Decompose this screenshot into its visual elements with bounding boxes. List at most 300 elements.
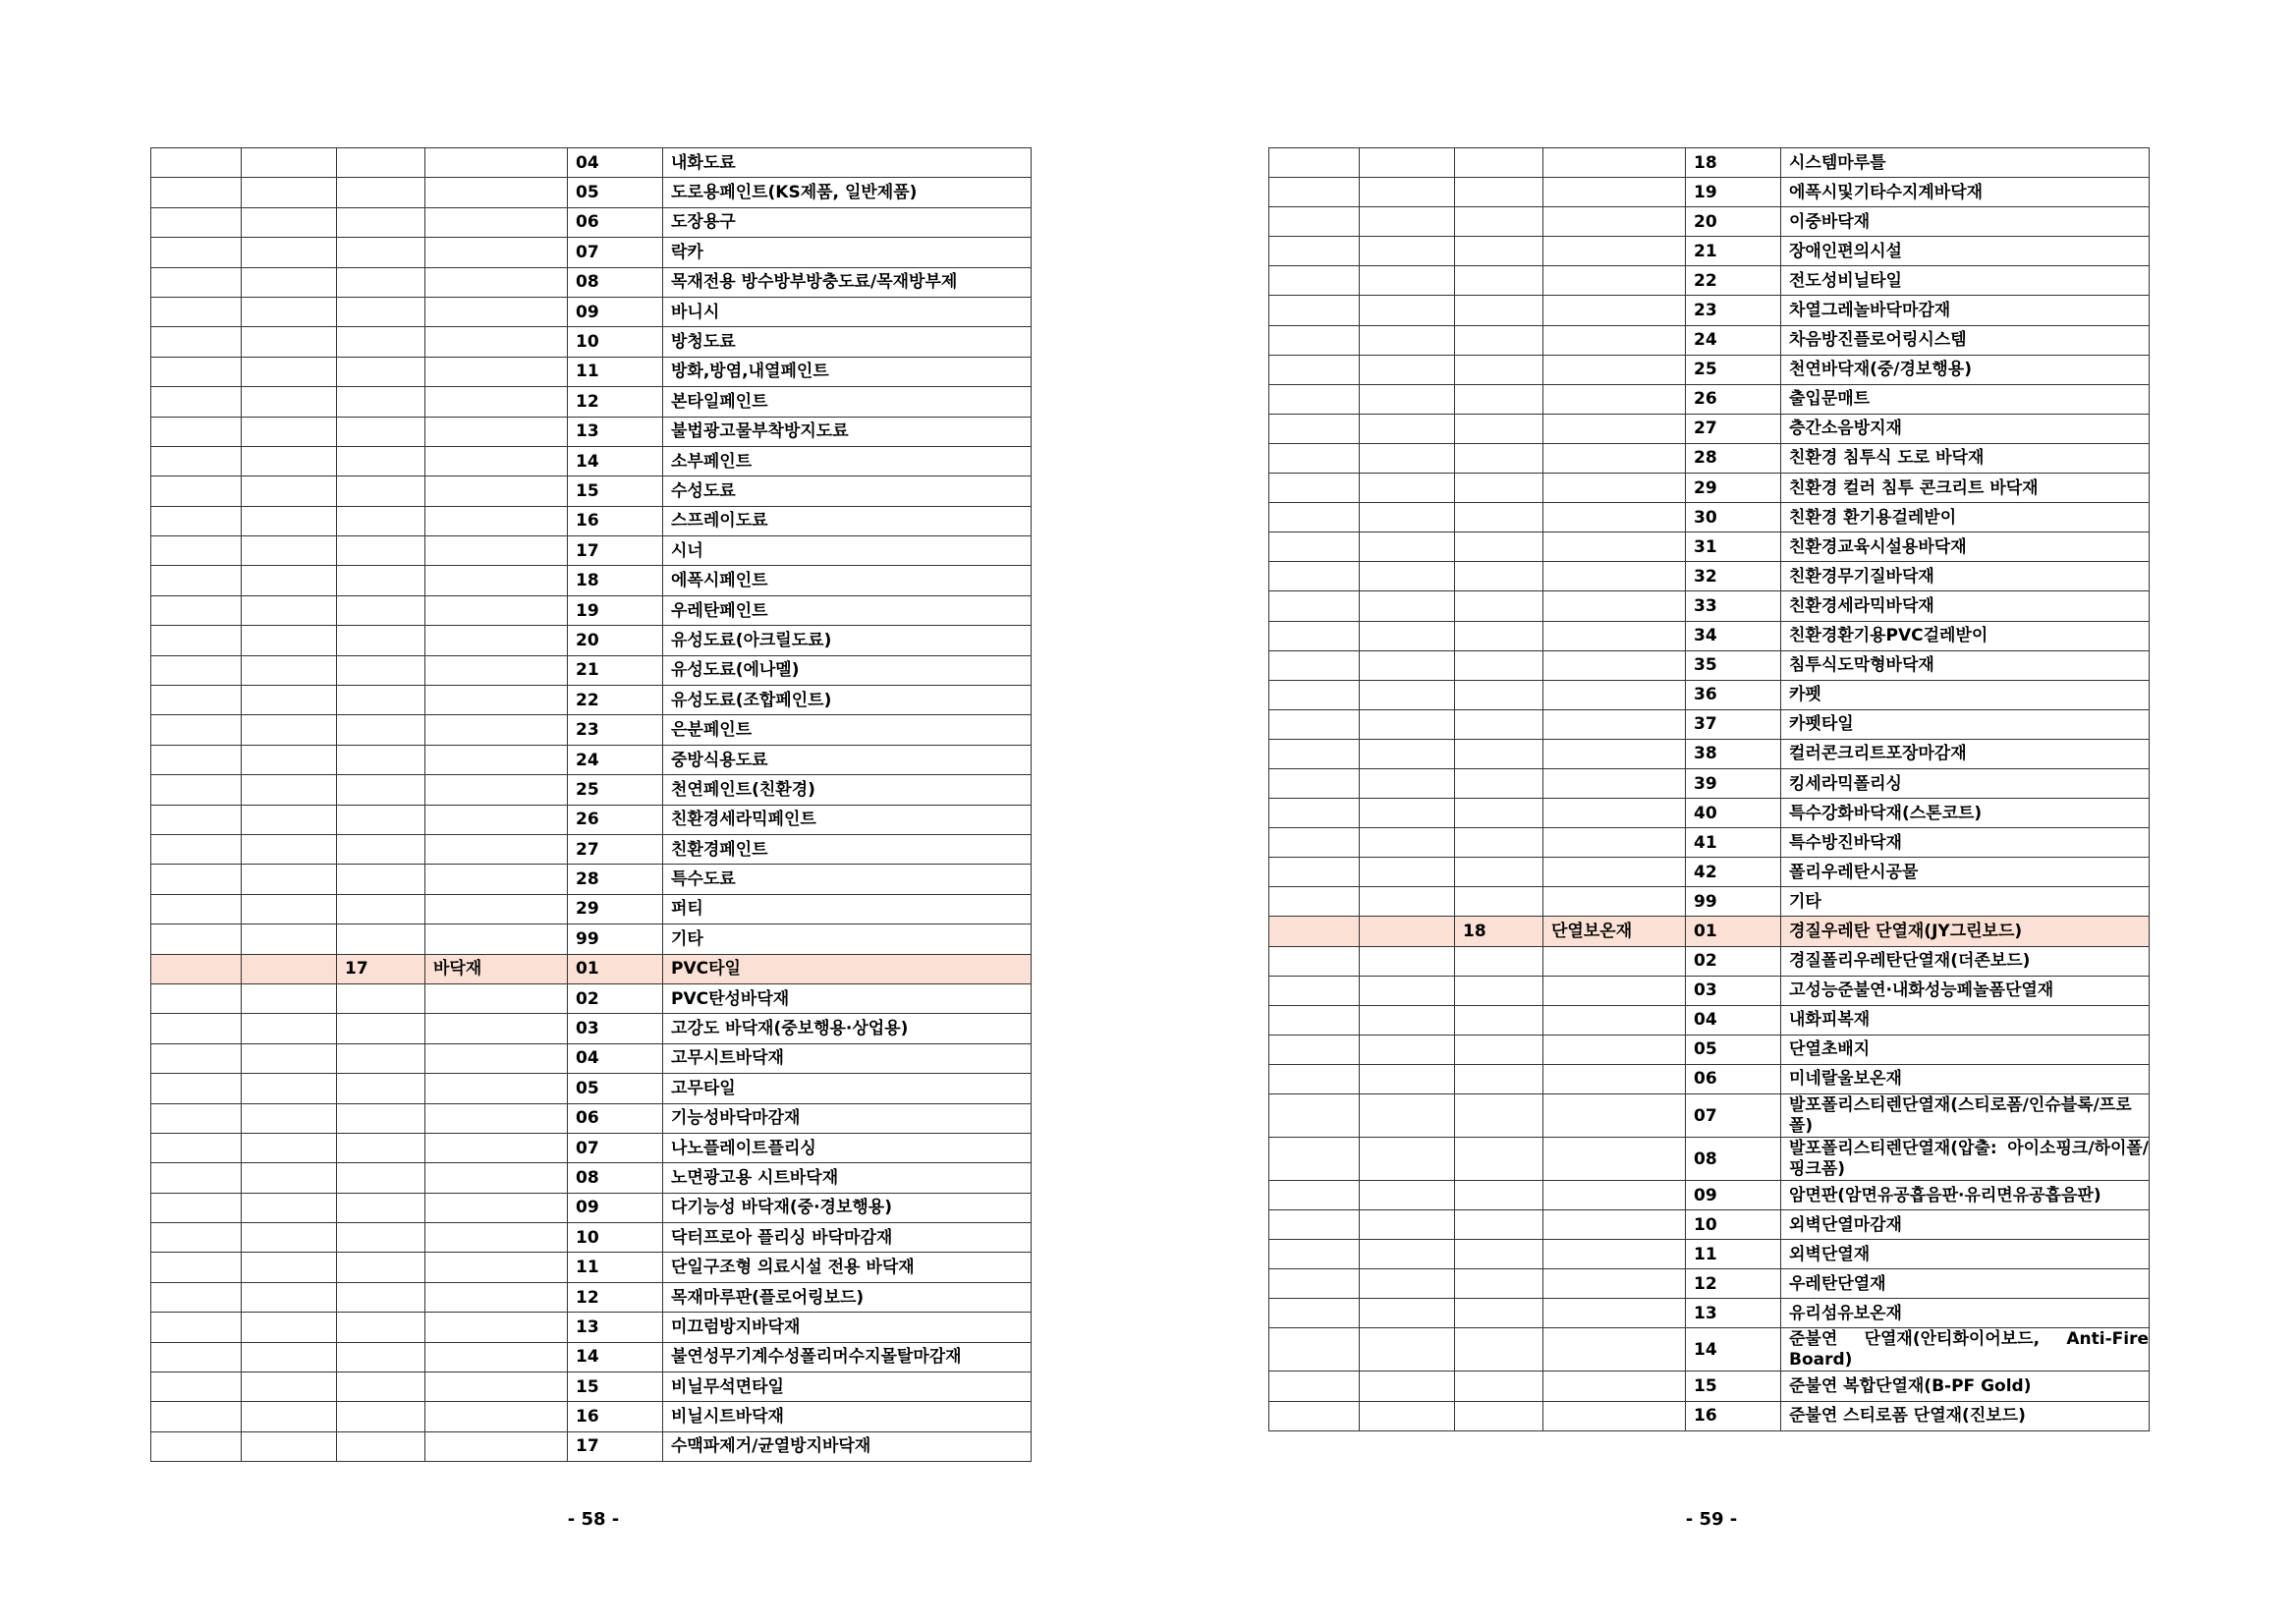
category-name-cell <box>425 1014 568 1043</box>
table-row <box>151 1253 1032 1282</box>
cell-blank-1 <box>1269 768 1360 798</box>
table-row <box>151 715 1032 745</box>
item-name-cell: 도로용페인트(KS제품, 일반제품) <box>663 178 1032 207</box>
item-name-cell: 미네랄울보온재 <box>1781 1064 2150 1093</box>
item-name-cell: 닥터프로아 플리싱 바닥마감재 <box>663 1223 1032 1253</box>
item-code-cell: 22 <box>568 686 663 715</box>
category-number-cell <box>1455 266 1543 296</box>
table-row <box>1269 976 2150 1005</box>
item-code-cell: 16 <box>568 506 663 535</box>
item-name-cell: 고강도 바닥재(중보행용·상업용) <box>663 1014 1032 1043</box>
cell-blank-1 <box>151 626 242 655</box>
category-name-cell <box>1543 1240 1686 1269</box>
cell-blank-2 <box>1360 917 1455 946</box>
cell-blank-2 <box>1360 178 1455 207</box>
cell-blank-1 <box>151 1163 242 1193</box>
cell-blank-1 <box>1269 237 1360 266</box>
category-name-cell <box>425 686 568 715</box>
cell-blank-2 <box>242 983 337 1013</box>
cell-blank-1 <box>1269 591 1360 621</box>
item-code-cell: 24 <box>1686 325 1781 355</box>
category-name-cell <box>425 1074 568 1103</box>
right-page-table <box>1268 147 2149 1431</box>
table-row <box>151 387 1032 417</box>
cell-blank-2 <box>242 178 337 207</box>
category-name-cell <box>425 327 568 357</box>
category-number-cell <box>337 207 425 237</box>
category-name-cell <box>425 446 568 476</box>
cell-blank-2 <box>1360 355 1455 384</box>
item-name-cell: 시스템마루틀 <box>1781 148 2150 178</box>
category-name-cell <box>1543 266 1686 296</box>
category-number-cell <box>1455 532 1543 562</box>
cell-blank-1 <box>1269 266 1360 296</box>
cell-blank-1 <box>1269 355 1360 384</box>
cell-blank-2 <box>1360 858 1455 887</box>
item-name-cell: 경질우레탄 단열재(JY그린보드) <box>1781 917 2150 946</box>
item-name-cell: 외벽단열마감재 <box>1781 1210 2150 1240</box>
table-row <box>1269 503 2150 532</box>
cell-blank-2 <box>242 626 337 655</box>
category-number-cell <box>1455 503 1543 532</box>
item-name-cell: 장애인편의시설 <box>1781 237 2150 266</box>
table-row <box>1269 562 2150 591</box>
cell-blank-2 <box>1360 1210 1455 1240</box>
item-name-cell: 친환경페인트 <box>663 834 1032 864</box>
category-name-cell <box>425 595 568 625</box>
cell-blank-1 <box>1269 828 1360 858</box>
item-code-cell: 07 <box>568 1133 663 1162</box>
cell-blank-1 <box>1269 1401 1360 1430</box>
item-code-cell: 01 <box>1686 917 1781 946</box>
item-code-cell: 26 <box>568 805 663 834</box>
cell-blank-2 <box>1360 1269 1455 1299</box>
item-code-cell: 13 <box>1686 1299 1781 1328</box>
cell-blank-1 <box>151 655 242 685</box>
category-name-cell <box>1543 178 1686 207</box>
cell-blank-2 <box>1360 709 1455 739</box>
table-row <box>1269 768 2150 798</box>
cell-blank-2 <box>242 1282 337 1312</box>
cell-blank-2 <box>242 536 337 566</box>
item-code-cell: 14 <box>568 1342 663 1372</box>
table-row <box>1269 1299 2150 1328</box>
cell-blank-1 <box>151 1313 242 1342</box>
item-name-cell: 기능성바닥마감재 <box>663 1103 1032 1133</box>
cell-blank-2 <box>1360 1138 1455 1181</box>
category-name-cell <box>425 655 568 685</box>
item-code-cell: 24 <box>568 745 663 774</box>
cell-blank-2 <box>1360 1240 1455 1269</box>
cell-blank-1 <box>1269 296 1360 325</box>
table-row <box>1269 1035 2150 1064</box>
item-code-cell: 30 <box>1686 503 1781 532</box>
table-row <box>151 417 1032 446</box>
category-number-cell <box>337 1372 425 1402</box>
cell-blank-2 <box>1360 591 1455 621</box>
item-code-cell: 42 <box>1686 858 1781 887</box>
cell-blank-2 <box>242 1043 337 1073</box>
item-code-cell: 05 <box>568 178 663 207</box>
cell-blank-1 <box>1269 680 1360 709</box>
item-code-cell: 25 <box>568 775 663 805</box>
table-row <box>1269 148 2150 178</box>
cell-blank-2 <box>242 238 337 267</box>
item-code-cell: 04 <box>568 148 663 178</box>
item-name-cell: PVC타일 <box>663 954 1032 983</box>
item-name-cell: 외벽단열재 <box>1781 1240 2150 1269</box>
table-row <box>1269 1401 2150 1430</box>
cell-blank-2 <box>1360 1005 1455 1035</box>
category-number-cell <box>1455 1299 1543 1328</box>
category-name-cell <box>1543 148 1686 178</box>
category-number-cell <box>1455 858 1543 887</box>
category-name-cell <box>1543 709 1686 739</box>
category-name-cell <box>1543 858 1686 887</box>
cell-blank-2 <box>1360 237 1455 266</box>
item-name-cell: 고무시트바닥재 <box>663 1043 1032 1073</box>
table-row <box>1269 325 2150 355</box>
table-row <box>1269 532 2150 562</box>
category-name-cell <box>425 1372 568 1402</box>
category-number-cell <box>337 178 425 207</box>
category-number-cell <box>1455 1035 1543 1064</box>
category-number-cell <box>1455 178 1543 207</box>
table-row <box>151 238 1032 267</box>
cell-blank-1 <box>151 1431 242 1461</box>
category-number-cell <box>1455 1094 1543 1138</box>
cell-blank-1 <box>151 357 242 386</box>
table-row <box>151 327 1032 357</box>
category-number-cell <box>337 327 425 357</box>
table-row <box>151 686 1032 715</box>
category-name-cell <box>1543 1210 1686 1240</box>
cell-blank-1 <box>151 775 242 805</box>
category-name-cell <box>1543 976 1686 1005</box>
category-number-cell <box>337 1133 425 1162</box>
cell-blank-1 <box>151 686 242 715</box>
item-name-cell: 차열그레놀바닥마감재 <box>1781 296 2150 325</box>
cell-blank-1 <box>151 387 242 417</box>
item-name-cell: 고성능준불연·내화성능페놀폼단열재 <box>1781 976 2150 1005</box>
category-number-cell <box>1455 709 1543 739</box>
item-code-cell: 12 <box>568 387 663 417</box>
cell-blank-2 <box>1360 207 1455 237</box>
category-number-cell <box>1455 325 1543 355</box>
cell-blank-1 <box>151 954 242 983</box>
cell-blank-2 <box>242 834 337 864</box>
item-code-cell: 18 <box>1686 148 1781 178</box>
item-name-cell: 본타일페인트 <box>663 387 1032 417</box>
item-name-cell: 이중바닥재 <box>1781 207 2150 237</box>
category-name-cell <box>1543 1005 1686 1035</box>
table-row <box>151 834 1032 864</box>
item-name-cell: 기타 <box>663 924 1032 954</box>
category-name-cell <box>425 626 568 655</box>
table-row <box>151 1223 1032 1253</box>
table-row <box>1269 917 2150 946</box>
category-number-cell <box>1455 562 1543 591</box>
cell-blank-2 <box>1360 266 1455 296</box>
cell-blank-1 <box>151 1193 242 1222</box>
item-name-cell: 우레탄단열재 <box>1781 1269 2150 1299</box>
item-name-cell: 친환경무기질바닥재 <box>1781 562 2150 591</box>
item-name-cell: 천연바닥재(중/경보행용) <box>1781 355 2150 384</box>
category-number-cell <box>337 924 425 954</box>
item-name-cell: 내화피복재 <box>1781 1005 2150 1035</box>
cell-blank-1 <box>151 207 242 237</box>
category-name-cell <box>1543 768 1686 798</box>
item-code-cell: 36 <box>1686 680 1781 709</box>
table-row <box>1269 474 2150 503</box>
item-code-cell: 17 <box>568 536 663 566</box>
item-name-cell: 킹세라믹폴리싱 <box>1781 768 2150 798</box>
category-name-cell <box>1543 384 1686 414</box>
item-name-cell: 불법광고물부착방지도료 <box>663 417 1032 446</box>
category-number-cell <box>1455 1064 1543 1093</box>
item-code-cell: 34 <box>1686 621 1781 650</box>
cell-blank-2 <box>242 297 337 326</box>
cell-blank-1 <box>151 1342 242 1372</box>
category-name-cell <box>425 1043 568 1073</box>
item-code-cell: 02 <box>1686 946 1781 976</box>
category-name-cell <box>425 775 568 805</box>
item-code-cell: 05 <box>1686 1035 1781 1064</box>
cell-blank-1 <box>151 267 242 297</box>
cell-blank-1 <box>151 834 242 864</box>
category-number-cell <box>1455 207 1543 237</box>
item-name-cell: 친환경 컬러 침투 콘크리트 바닥재 <box>1781 474 2150 503</box>
item-code-cell: 01 <box>568 954 663 983</box>
category-name-cell: 바닥재 <box>425 954 568 983</box>
category-number-cell <box>1455 1210 1543 1240</box>
item-code-cell: 29 <box>568 894 663 924</box>
category-name-cell <box>425 1163 568 1193</box>
category-number-cell <box>337 626 425 655</box>
cell-blank-2 <box>242 1372 337 1402</box>
item-code-cell: 09 <box>568 1193 663 1222</box>
category-name-cell <box>1543 443 1686 473</box>
category-number-cell: 18 <box>1455 917 1543 946</box>
table-row <box>151 655 1032 685</box>
item-code-cell: 06 <box>568 1103 663 1133</box>
cell-blank-2 <box>242 1402 337 1431</box>
category-number-cell <box>1455 414 1543 443</box>
category-name-cell <box>425 1253 568 1282</box>
table-row <box>1269 709 2150 739</box>
item-name-cell: 퍼티 <box>663 894 1032 924</box>
cell-blank-2 <box>1360 296 1455 325</box>
table-row <box>151 1282 1032 1312</box>
category-number-cell <box>337 1313 425 1342</box>
table-row <box>151 924 1032 954</box>
cell-blank-2 <box>242 595 337 625</box>
category-name-cell <box>425 178 568 207</box>
category-name-cell <box>1543 296 1686 325</box>
item-name-cell: 중방식용도료 <box>663 745 1032 774</box>
item-name-cell: 우레탄페인트 <box>663 595 1032 625</box>
table-row <box>151 566 1032 595</box>
item-code-cell: 17 <box>568 1431 663 1461</box>
cell-blank-1 <box>1269 1005 1360 1035</box>
table-row <box>151 865 1032 894</box>
cell-blank-2 <box>1360 768 1455 798</box>
category-name-cell <box>1543 1269 1686 1299</box>
item-code-cell: 12 <box>1686 1269 1781 1299</box>
cell-blank-2 <box>1360 828 1455 858</box>
cell-blank-2 <box>242 894 337 924</box>
category-number-cell <box>337 1402 425 1431</box>
category-number-cell <box>337 446 425 476</box>
cell-blank-2 <box>242 1342 337 1372</box>
item-name-cell: 미끄럼방지바닥재 <box>663 1313 1032 1342</box>
table-row <box>1269 739 2150 768</box>
category-number-cell <box>1455 1401 1543 1430</box>
table-row <box>1269 384 2150 414</box>
cell-blank-2 <box>242 954 337 983</box>
item-name-cell: 고무타일 <box>663 1074 1032 1103</box>
category-number-cell <box>337 1043 425 1073</box>
item-name-cell: 카펫 <box>1781 680 2150 709</box>
cell-blank-2 <box>1360 562 1455 591</box>
item-code-cell: 27 <box>568 834 663 864</box>
table-row <box>151 894 1032 924</box>
category-name-cell <box>425 238 568 267</box>
table-row <box>151 207 1032 237</box>
cell-blank-2 <box>1360 1035 1455 1064</box>
item-name-cell: 친환경 환기용걸레받이 <box>1781 503 2150 532</box>
cell-blank-2 <box>242 387 337 417</box>
category-name-cell <box>425 1431 568 1461</box>
cell-blank-1 <box>151 1253 242 1282</box>
item-code-cell: 09 <box>1686 1181 1781 1210</box>
category-number-cell <box>1455 768 1543 798</box>
category-number-cell <box>1455 650 1543 680</box>
item-code-cell: 28 <box>568 865 663 894</box>
category-name-cell <box>1543 1372 1686 1401</box>
item-code-cell: 04 <box>568 1043 663 1073</box>
cell-blank-2 <box>1360 739 1455 768</box>
item-code-cell: 14 <box>1686 1328 1781 1372</box>
cell-blank-1 <box>151 506 242 535</box>
cell-blank-1 <box>1269 325 1360 355</box>
cell-blank-1 <box>151 1103 242 1133</box>
table-row <box>151 1103 1032 1133</box>
item-name-cell: 에폭시및기타수지계바닥재 <box>1781 178 2150 207</box>
category-number-cell <box>337 834 425 864</box>
cell-blank-2 <box>242 655 337 685</box>
item-name-cell: 방청도료 <box>663 327 1032 357</box>
item-name-cell: 내화도료 <box>663 148 1032 178</box>
table-row <box>151 1431 1032 1461</box>
item-name-cell: 준불연 복합단열재(B-PF Gold) <box>1781 1372 2150 1401</box>
category-name-cell <box>425 745 568 774</box>
item-name-cell: 전도성비닐타일 <box>1781 266 2150 296</box>
category-number-cell <box>1455 1005 1543 1035</box>
item-code-cell: 37 <box>1686 709 1781 739</box>
cell-blank-2 <box>242 1103 337 1133</box>
cell-blank-1 <box>1269 887 1360 917</box>
item-name-cell: 경질폴리우레탄단열재(더존보드) <box>1781 946 2150 976</box>
cell-blank-1 <box>1269 858 1360 887</box>
category-name-cell <box>1543 532 1686 562</box>
item-name-cell: 에폭시페인트 <box>663 566 1032 595</box>
cell-blank-1 <box>1269 148 1360 178</box>
item-code-cell: 10 <box>568 327 663 357</box>
category-number-cell <box>337 1253 425 1282</box>
cell-blank-1 <box>151 476 242 506</box>
cell-blank-2 <box>242 1014 337 1043</box>
cell-blank-2 <box>242 566 337 595</box>
category-name-cell <box>1543 1035 1686 1064</box>
cell-blank-2 <box>1360 976 1455 1005</box>
cell-blank-2 <box>1360 650 1455 680</box>
cell-blank-2 <box>1360 1064 1455 1093</box>
page-number: - 59 - <box>1685 1509 1738 1530</box>
category-name-cell <box>1543 1064 1686 1093</box>
category-number-cell <box>1455 237 1543 266</box>
table-row <box>1269 946 2150 976</box>
cell-blank-1 <box>1269 1181 1360 1210</box>
item-name-cell: 발포폴리스티렌단열재(압출: 아이소핑크/하이폴/핑크폼) <box>1781 1138 2150 1181</box>
table-row <box>151 357 1032 386</box>
item-code-cell: 99 <box>1686 887 1781 917</box>
item-name-cell: 층간소음방지재 <box>1781 414 2150 443</box>
table-row <box>1269 1138 2150 1181</box>
category-number-cell <box>337 476 425 506</box>
table-row <box>151 1133 1032 1162</box>
cell-blank-1 <box>151 1133 242 1162</box>
category-name-cell <box>1543 591 1686 621</box>
category-number-cell <box>1455 680 1543 709</box>
category-name-cell <box>425 1282 568 1312</box>
item-name-cell: 나노플레이트플리싱 <box>663 1133 1032 1162</box>
item-code-cell: 15 <box>568 476 663 506</box>
item-name-cell: 암면판(암면유공흡음판·유리면유공흡음판) <box>1781 1181 2150 1210</box>
item-code-cell: 31 <box>1686 532 1781 562</box>
cell-blank-1 <box>1269 474 1360 503</box>
page-number: - 58 - <box>567 1509 620 1530</box>
category-name-cell <box>1543 503 1686 532</box>
table-row <box>1269 1181 2150 1210</box>
table-row <box>1269 443 2150 473</box>
category-name-cell <box>1543 474 1686 503</box>
item-code-cell: 21 <box>1686 237 1781 266</box>
category-number-cell <box>1455 148 1543 178</box>
item-code-cell: 38 <box>1686 739 1781 768</box>
category-number-cell <box>337 267 425 297</box>
category-number-cell <box>1455 1138 1543 1181</box>
item-code-cell: 16 <box>568 1402 663 1431</box>
category-name-cell <box>1543 1181 1686 1210</box>
item-name-cell: 친환경교육시설용바닥재 <box>1781 532 2150 562</box>
cell-blank-2 <box>1360 148 1455 178</box>
table-row <box>151 1372 1032 1402</box>
cell-blank-1 <box>151 1402 242 1431</box>
table-row <box>151 267 1032 297</box>
category-number-cell <box>1455 887 1543 917</box>
cell-blank-2 <box>242 775 337 805</box>
category-name-cell <box>1543 621 1686 650</box>
item-code-cell: 23 <box>568 715 663 745</box>
category-name-cell <box>1543 1299 1686 1328</box>
cell-blank-1 <box>151 1372 242 1402</box>
table-body <box>151 148 1032 1462</box>
cell-blank-2 <box>242 1193 337 1222</box>
item-code-cell: 05 <box>568 1074 663 1103</box>
category-name-cell <box>425 1103 568 1133</box>
item-code-cell: 09 <box>568 297 663 326</box>
